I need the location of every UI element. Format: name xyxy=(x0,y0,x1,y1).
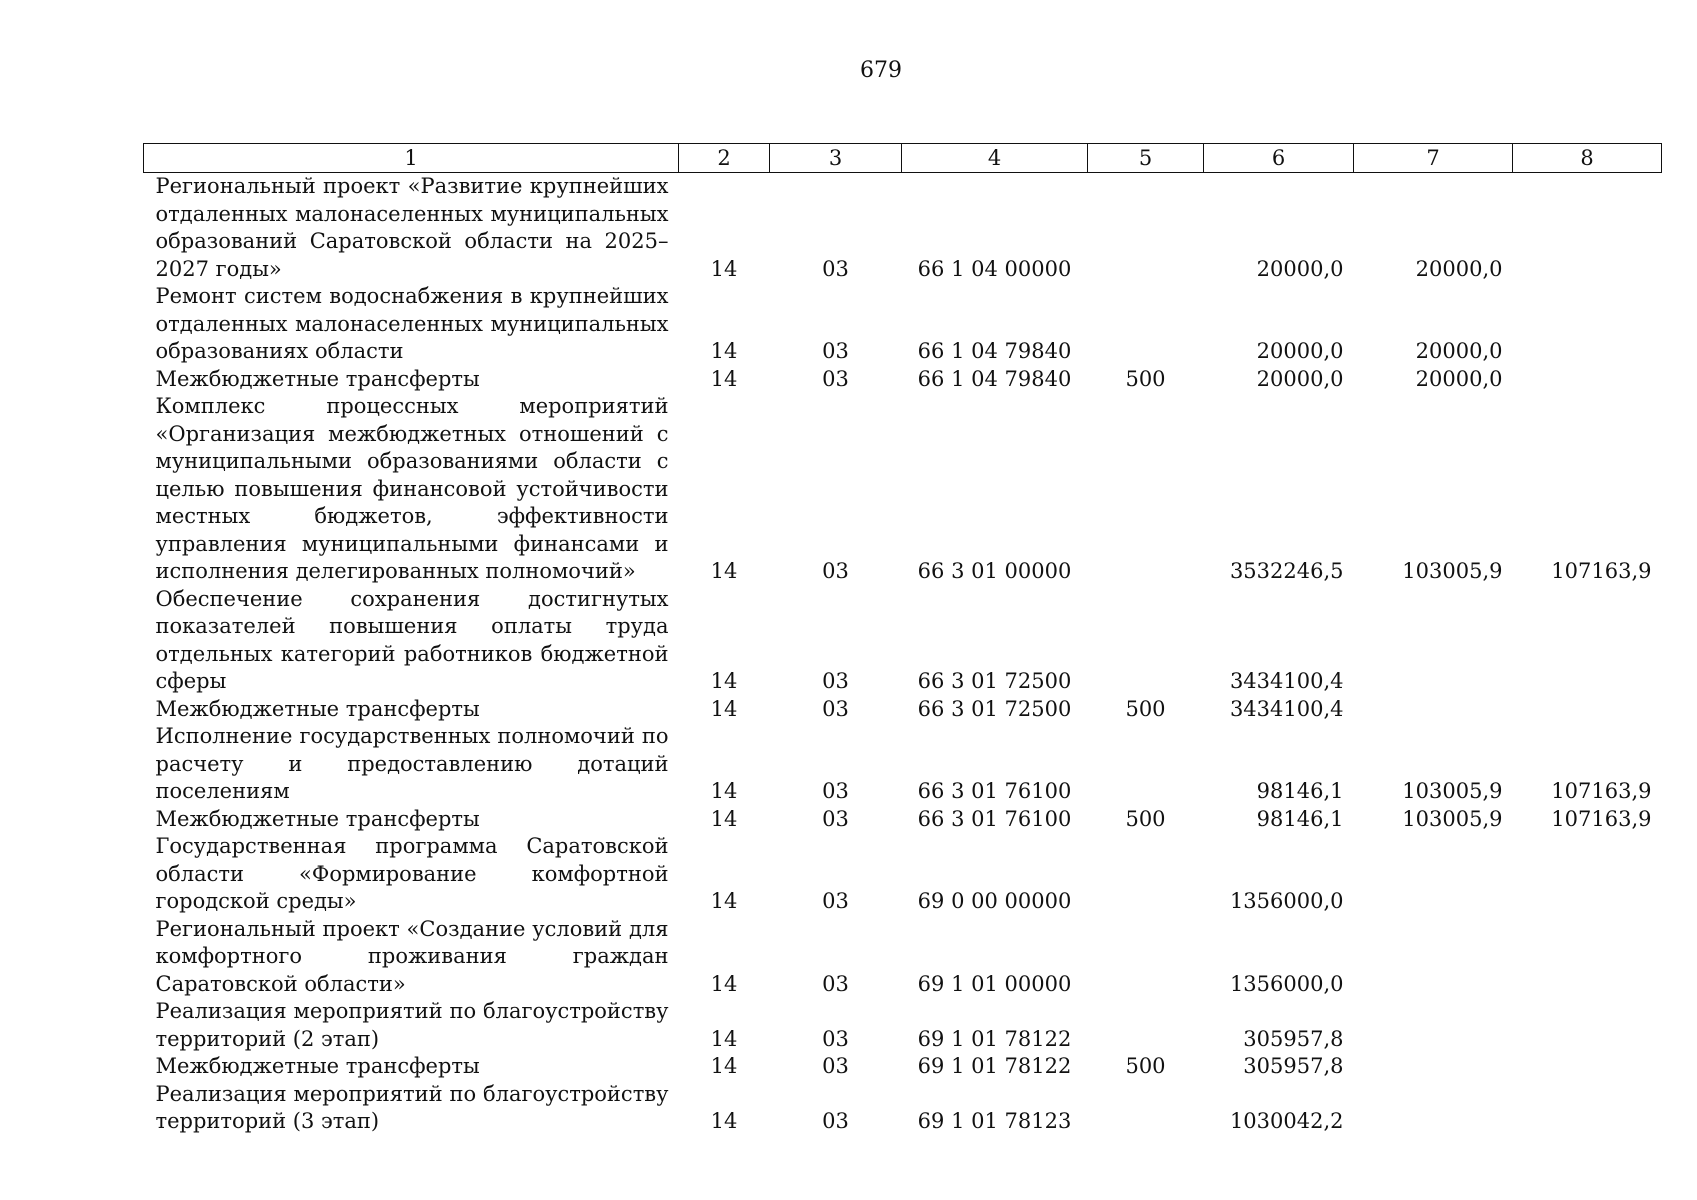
row-name: Межбюджетные трансферты xyxy=(155,1054,480,1078)
row-expense-type: 500 xyxy=(1125,806,1166,831)
row-amount-8: 107163,9 xyxy=(1551,779,1652,803)
row-name: Региональный проект «Развитие крупнейших отдаленных малонаселенных муниципальных образований Саратовской области на 2025–2027 годы» xyxy=(155,174,669,281)
table-row xyxy=(144,833,1662,916)
row-section: 14 xyxy=(710,1026,738,1051)
header-col-4: 4 xyxy=(902,144,1088,173)
row-amount-7 xyxy=(1354,696,1513,724)
row-target-code: 69 0 00 00000 xyxy=(917,889,1072,913)
row-expense-type xyxy=(1088,1081,1204,1136)
row-subsection: 03 xyxy=(822,1054,849,1078)
row-amount-7: 20000,0 xyxy=(1415,366,1503,391)
row-section: 14 xyxy=(710,256,738,281)
row-amount-6: 1356000,0 xyxy=(1229,971,1344,996)
table-row xyxy=(144,586,1662,696)
row-subsection: 03 xyxy=(822,971,849,996)
row-amount-6: 305957,8 xyxy=(1243,1054,1344,1078)
row-section: 14 xyxy=(710,889,738,913)
row-target-code: 66 3 01 76100 xyxy=(917,806,1072,831)
table-body xyxy=(144,173,1662,1136)
row-amount-6: 1356000,0 xyxy=(1229,889,1344,913)
header-col-7: 7 xyxy=(1354,144,1513,173)
table-header xyxy=(144,144,1662,173)
row-section: 14 xyxy=(710,366,738,391)
table-row xyxy=(144,1053,1662,1081)
row-amount-6: 1030042,2 xyxy=(1229,1109,1344,1133)
row-subsection: 03 xyxy=(822,339,849,363)
row-section: 14 xyxy=(710,559,738,583)
table-row xyxy=(144,173,1662,284)
table-row xyxy=(144,806,1662,834)
row-expense-type xyxy=(1088,723,1204,806)
row-subsection: 03 xyxy=(822,1026,849,1051)
table-row xyxy=(144,283,1662,366)
row-section: 14 xyxy=(710,696,738,721)
row-amount-7 xyxy=(1354,1081,1513,1136)
row-amount-8 xyxy=(1513,173,1662,284)
table-row xyxy=(144,696,1662,724)
row-amount-6: 305957,8 xyxy=(1243,1026,1344,1051)
row-expense-type xyxy=(1088,283,1204,366)
table-row xyxy=(144,723,1662,806)
row-target-code: 69 1 01 00000 xyxy=(917,971,1072,996)
row-amount-8 xyxy=(1513,696,1662,724)
row-target-code: 69 1 01 78122 xyxy=(917,1054,1072,1078)
row-target-code: 66 3 01 76100 xyxy=(917,779,1072,803)
row-amount-8 xyxy=(1513,833,1662,916)
row-amount-7: 103005,9 xyxy=(1402,779,1503,803)
row-section: 14 xyxy=(710,779,738,803)
row-subsection: 03 xyxy=(822,1109,849,1133)
row-target-code: 66 3 01 00000 xyxy=(917,559,1072,583)
row-amount-8: 107163,9 xyxy=(1551,806,1652,831)
header-col-3: 3 xyxy=(770,144,902,173)
row-target-code: 69 1 01 78123 xyxy=(917,1109,1072,1133)
row-name: Реализация мероприятий по благоустройству территорий (3 этап) xyxy=(155,1081,669,1133)
row-amount-6: 3532246,5 xyxy=(1229,559,1344,583)
row-amount-7 xyxy=(1354,998,1513,1053)
row-section: 14 xyxy=(710,669,738,693)
row-amount-8 xyxy=(1513,916,1662,999)
row-expense-type xyxy=(1088,173,1204,284)
row-amount-7: 103005,9 xyxy=(1402,559,1503,583)
row-expense-type xyxy=(1088,393,1204,586)
budget-table xyxy=(143,143,1662,1136)
row-expense-type: 500 xyxy=(1125,1054,1166,1078)
header-row xyxy=(144,144,1662,173)
table-row xyxy=(144,366,1662,394)
row-subsection: 03 xyxy=(822,696,849,721)
row-name: Комплекс процессных мероприятий «Организация межбюджетных отношений с муниципальными образованиями области с целью повышения финансовой устойчивости местных бюджетов, эффективности управления муниципальными финансами и исполнения делегированных полномочий» xyxy=(155,394,669,583)
row-amount-6: 3434100,4 xyxy=(1229,669,1344,693)
row-name: Реализация мероприятий по благоустройству территорий (2 этап) xyxy=(155,999,669,1051)
row-expense-type xyxy=(1088,916,1204,999)
row-subsection: 03 xyxy=(822,779,849,803)
row-amount-8 xyxy=(1513,283,1662,366)
row-amount-7: 20000,0 xyxy=(1415,339,1503,363)
table-row xyxy=(144,916,1662,999)
row-amount-7: 20000,0 xyxy=(1415,256,1503,281)
row-target-code: 66 1 04 79840 xyxy=(917,339,1072,363)
header-col-1: 1 xyxy=(144,144,679,173)
row-subsection: 03 xyxy=(822,806,849,831)
row-amount-7 xyxy=(1354,916,1513,999)
row-amount-6: 20000,0 xyxy=(1256,256,1344,281)
header-col-6: 6 xyxy=(1204,144,1354,173)
table-row xyxy=(144,998,1662,1053)
row-subsection: 03 xyxy=(822,256,849,281)
row-amount-8: 107163,9 xyxy=(1551,559,1652,583)
row-amount-6: 3434100,4 xyxy=(1229,696,1344,721)
row-amount-6: 20000,0 xyxy=(1256,339,1344,363)
row-subsection: 03 xyxy=(822,366,849,391)
row-amount-6: 20000,0 xyxy=(1256,366,1344,391)
row-amount-7 xyxy=(1354,586,1513,696)
table-row xyxy=(144,1081,1662,1136)
header-col-2: 2 xyxy=(679,144,770,173)
row-target-code: 66 1 04 00000 xyxy=(917,256,1072,281)
row-amount-8 xyxy=(1513,366,1662,394)
row-target-code: 66 3 01 72500 xyxy=(917,696,1072,721)
row-subsection: 03 xyxy=(822,889,849,913)
row-name: Межбюджетные трансферты xyxy=(155,806,480,831)
row-amount-7 xyxy=(1354,1053,1513,1081)
row-name: Межбюджетные трансферты xyxy=(155,366,480,391)
row-amount-7: 103005,9 xyxy=(1402,806,1503,831)
row-amount-8 xyxy=(1513,586,1662,696)
row-name: Межбюджетные трансферты xyxy=(155,696,480,721)
row-amount-6: 98146,1 xyxy=(1256,806,1344,831)
page-number: 679 xyxy=(860,58,902,83)
row-name: Государственная программа Саратовской области «Формирование комфортной городской среды» xyxy=(155,834,669,913)
row-amount-8 xyxy=(1513,1081,1662,1136)
row-subsection: 03 xyxy=(822,559,849,583)
row-name: Обеспечение сохранения достигнутых показателей повышения оплаты труда отдельных категорий работников бюджетной сферы xyxy=(155,586,669,693)
row-amount-7 xyxy=(1354,833,1513,916)
row-expense-type xyxy=(1088,998,1204,1053)
row-amount-8 xyxy=(1513,998,1662,1053)
row-section: 14 xyxy=(710,339,738,363)
header-col-5: 5 xyxy=(1088,144,1204,173)
row-subsection: 03 xyxy=(822,669,849,693)
row-section: 14 xyxy=(710,1109,738,1133)
row-name: Региональный проект «Создание условий для комфортного проживания граждан Саратовской области» xyxy=(155,916,669,996)
row-section: 14 xyxy=(710,1054,738,1078)
row-target-code: 66 3 01 72500 xyxy=(917,669,1072,693)
row-name: Ремонт систем водоснабжения в крупнейших отдаленных малонаселенных муниципальных образованиях области xyxy=(155,284,669,363)
row-target-code: 66 1 04 79840 xyxy=(917,366,1072,391)
row-section: 14 xyxy=(710,806,738,831)
row-name: Исполнение государственных полномочий по расчету и предоставлению дотаций поселениям xyxy=(155,724,669,803)
row-expense-type xyxy=(1088,586,1204,696)
row-expense-type: 500 xyxy=(1125,696,1166,721)
row-amount-8 xyxy=(1513,1053,1662,1081)
header-col-8: 8 xyxy=(1513,144,1662,173)
row-amount-6: 98146,1 xyxy=(1256,779,1344,803)
row-target-code: 69 1 01 78122 xyxy=(917,1026,1072,1051)
row-expense-type xyxy=(1088,833,1204,916)
row-expense-type: 500 xyxy=(1125,366,1166,391)
table-row xyxy=(144,393,1662,586)
row-section: 14 xyxy=(710,971,738,996)
